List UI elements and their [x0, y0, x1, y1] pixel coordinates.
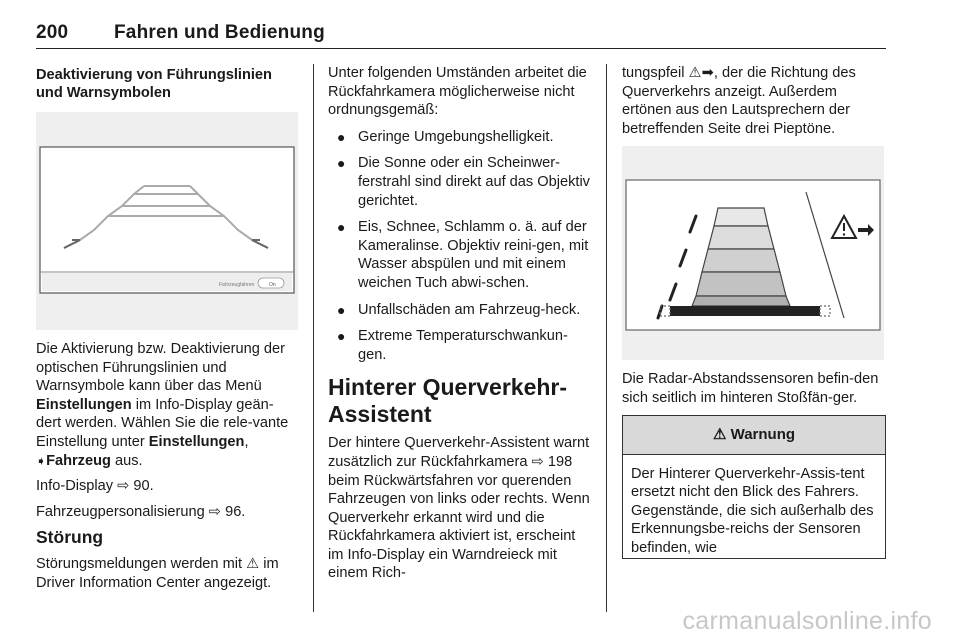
toggle-state: On	[269, 282, 276, 288]
warning-header	[623, 416, 885, 455]
column-2	[328, 64, 590, 590]
column-divider-2	[606, 64, 607, 612]
paragraph-stoerung: Störungsmeldungen werden mit ⚠ im Driver Information Center angezeigt.	[36, 555, 279, 591]
chapter-title: Fahren und Bedienung	[114, 22, 325, 43]
menu-fahrzeug: Fahrzeug	[46, 452, 111, 469]
column-3	[622, 64, 886, 559]
bullet-icon: ●	[337, 219, 346, 236]
toggle-label: Fahrzeugfahren	[219, 282, 255, 288]
page-number: 200	[36, 22, 69, 43]
menu-einstellungen-2: Einstellungen	[148, 433, 245, 450]
bullet-icon: ●	[337, 155, 346, 172]
warning-bar	[670, 306, 820, 316]
menu-einstellungen: Einstellungen	[36, 396, 132, 413]
cross-traffic-figure	[622, 146, 884, 360]
paragraph-intro: Unter folgenden Umständen arbeitet die Rückfahrkamera möglicherweise nicht ordnungsgemäß:	[328, 65, 587, 119]
paragraph-sensoren: Die Radar-Abstandssensoren befin-den sich seitlich im hinteren Stoßfän-ger.	[622, 371, 879, 406]
warning-title: Warnung	[730, 425, 796, 443]
conditions-list	[328, 128, 590, 365]
guidelines-figure	[36, 112, 298, 330]
watermark: carmanualsonline.info	[682, 607, 932, 635]
bullet-icon: ●	[337, 128, 346, 145]
section-heading-deaktivierung: Deaktivierung von Führungslinien und Warnsymbolen	[36, 67, 272, 101]
list-item: ● Unfallschäden am Fahrzeug-heck.	[337, 301, 581, 318]
warning-body: Der Hinterer Querverkehr-Assis-tent ersetzt nicht den Blick des Fahrers. Gegenstände, die sich außerhalb des Erkennungsbe-reichs der Sensoren befinden, wie	[631, 465, 874, 556]
list-item: ● Eis, Schnee, Schlamm o. ä. auf der Kameralinse. Objektiv reini-gen, mit Wasser abspülen und mit einem weichen Tuch abwi-schen.	[337, 219, 589, 291]
paragraph-activation: Die Aktivierung bzw. Deaktivierung der optischen Führungslinien und Warnsymbole kann über das Menü Einstellungen im Info-Display geän-dert werden. Wählen Sie die rele-vante Einstellung unter Einstellungen, ➧Fahrzeug aus.	[36, 341, 289, 469]
list-item: ● Extreme Temperaturschwankun-gen.	[337, 328, 568, 363]
reference-personalisierung: Fahrzeugpersonalisierung ⇨ 96.	[36, 503, 246, 520]
warning-box	[622, 415, 886, 559]
menu-arrow-icon: ➧	[36, 453, 47, 468]
warning-triangle-icon: ⚠	[712, 425, 727, 443]
cross-traffic-illustration	[622, 146, 884, 360]
reference-info-display: Info-Display ⇨ 90.	[36, 478, 154, 495]
list-item: ● Geringe Umgebungshelligkeit.	[337, 128, 554, 145]
list-item: ● Die Sonne oder ein Scheinwer-ferstrahl sind direkt auf das Objektiv gerichtet.	[337, 155, 590, 209]
paragraph-querverkehr: Der hintere Querverkehr-Assistent warnt zusätzlich zur Rückfahrkamera ⇨ 198 beim Rückwärtsfahren vor querenden Fahrzeugen von links oder rechts. Wenn Querverkehr erkannt wird und die Rückfahrkamera aktiviert ist, erscheint im Info-Display ein Warndreieck mit einem Rich-	[328, 435, 590, 582]
header-rule	[36, 48, 886, 49]
section-heading-stoerung: Störung	[36, 527, 104, 548]
bullet-icon: ●	[337, 328, 346, 345]
camera-guidelines-illustration	[36, 112, 298, 330]
column-1	[36, 64, 298, 599]
section-heading-querverkehr: Hinterer Querverkehr-Assistent	[328, 374, 568, 428]
paragraph-richtungspfeil: tungspfeil ⚠➡, der die Richtung des Querverkehrs anzeigt. Außerdem ertönen aus den Lautsprechern der betreffenden Seite drei Pieptöne.	[622, 65, 856, 137]
column-divider-1	[313, 64, 314, 612]
bullet-icon: ●	[337, 301, 346, 318]
page-header	[36, 22, 325, 44]
